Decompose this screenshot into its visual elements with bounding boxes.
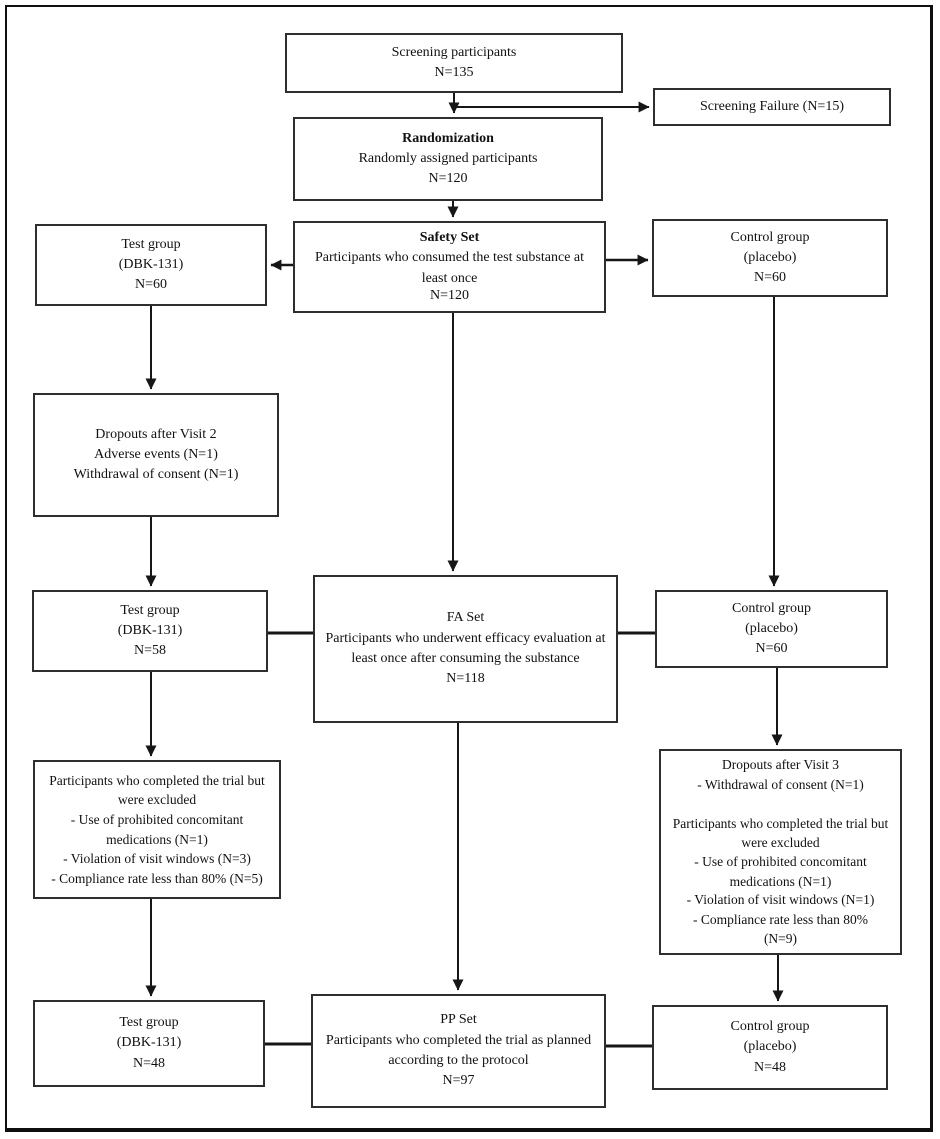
node-control-group-n60-fa (655, 590, 888, 668)
node-line: - Use of prohibited concomitant medications (N=1) (70, 811, 244, 847)
node-line: (DBK-131) (118, 256, 184, 272)
node-line: - Violation of visit windows (N=1) (686, 892, 875, 908)
node-dropouts-after-visit2 (33, 393, 279, 517)
node-line: Screening Failure (N=15) (700, 98, 844, 114)
node-line: (DBK-131) (116, 1035, 182, 1051)
node-line: Dropouts after Visit 3 (721, 757, 840, 772)
node-line: N=60 (134, 277, 167, 293)
node-line: N=48 (753, 1059, 786, 1075)
node-line: Participants who underwent efficacy evaluation at least once after consuming the substance (325, 630, 606, 666)
node-line: Control group (730, 229, 810, 245)
node-title: Randomization (402, 130, 494, 146)
node-line: N=48 (132, 1055, 165, 1071)
node-line: - Withdrawal of consent (N=1) (697, 776, 864, 792)
node-line (668, 794, 893, 814)
node-line: N=58 (133, 643, 166, 659)
node-line: - Violation of visit windows (N=3) (63, 851, 251, 867)
node-fa-set (313, 575, 618, 723)
node-dropouts-after-visit3 (659, 749, 902, 955)
node-line: Withdrawal of consent (N=1) (73, 467, 239, 483)
node-line: (placebo) (745, 620, 798, 636)
node-line: (placebo) (743, 1039, 797, 1055)
node-line: Test group (121, 236, 181, 252)
node-line: (placebo) (743, 249, 797, 265)
node-line: Control group (730, 1019, 810, 1035)
node-test-group-n48 (33, 1000, 265, 1087)
node-line: N=120 (428, 171, 468, 187)
node-line: N=60 (755, 641, 788, 657)
node-line: Adverse events (N=1) (94, 446, 218, 462)
node-test-group-n60 (35, 224, 267, 306)
node-screening-failure (653, 88, 891, 126)
node-line: Test group (119, 1015, 179, 1031)
node-line: (DBK-131) (117, 622, 183, 638)
node-control-group-n60-top (652, 219, 888, 297)
node-line: N=120 (429, 287, 469, 303)
node-line: - Compliance rate less than 80% (N=5) (51, 870, 263, 886)
node-line: Participants who consumed the test substance at least once (314, 250, 585, 286)
node-line: Dropouts after Visit 2 (95, 426, 217, 442)
node-line: N=60 (753, 270, 786, 286)
node-safety-set (293, 221, 606, 313)
node-test-group-n58 (32, 590, 268, 672)
node-line: PP Set (440, 1012, 477, 1028)
node-line: Participants who completed the trial as planned according to the protocol (325, 1032, 592, 1068)
node-line: Control group (732, 600, 811, 616)
node-randomization (293, 117, 603, 201)
node-excluded-test-group (33, 760, 281, 899)
node-line: - Compliance rate less than 80% (692, 911, 869, 927)
node-control-group-n48 (652, 1005, 888, 1090)
node-line: Test group (120, 602, 180, 618)
node-line: FA Set (446, 610, 485, 626)
node-line: Participants who completed the trial but were excluded (672, 815, 889, 851)
node-line: - Use of prohibited concomitant medications (N=1) (694, 854, 867, 889)
node-title: Safety Set (419, 230, 480, 245)
node-line: (N=9) (763, 931, 798, 947)
node-line: N=118 (446, 671, 485, 687)
node-line: Randomly assigned participants (358, 150, 538, 166)
node-screening (285, 33, 623, 93)
node-line: Participants who completed the trial but were excluded (49, 772, 265, 808)
node-pp-set (311, 994, 606, 1108)
node-line: Screening participants (391, 44, 517, 60)
node-line: N=97 (442, 1073, 475, 1089)
node-line: N=135 (434, 65, 474, 80)
